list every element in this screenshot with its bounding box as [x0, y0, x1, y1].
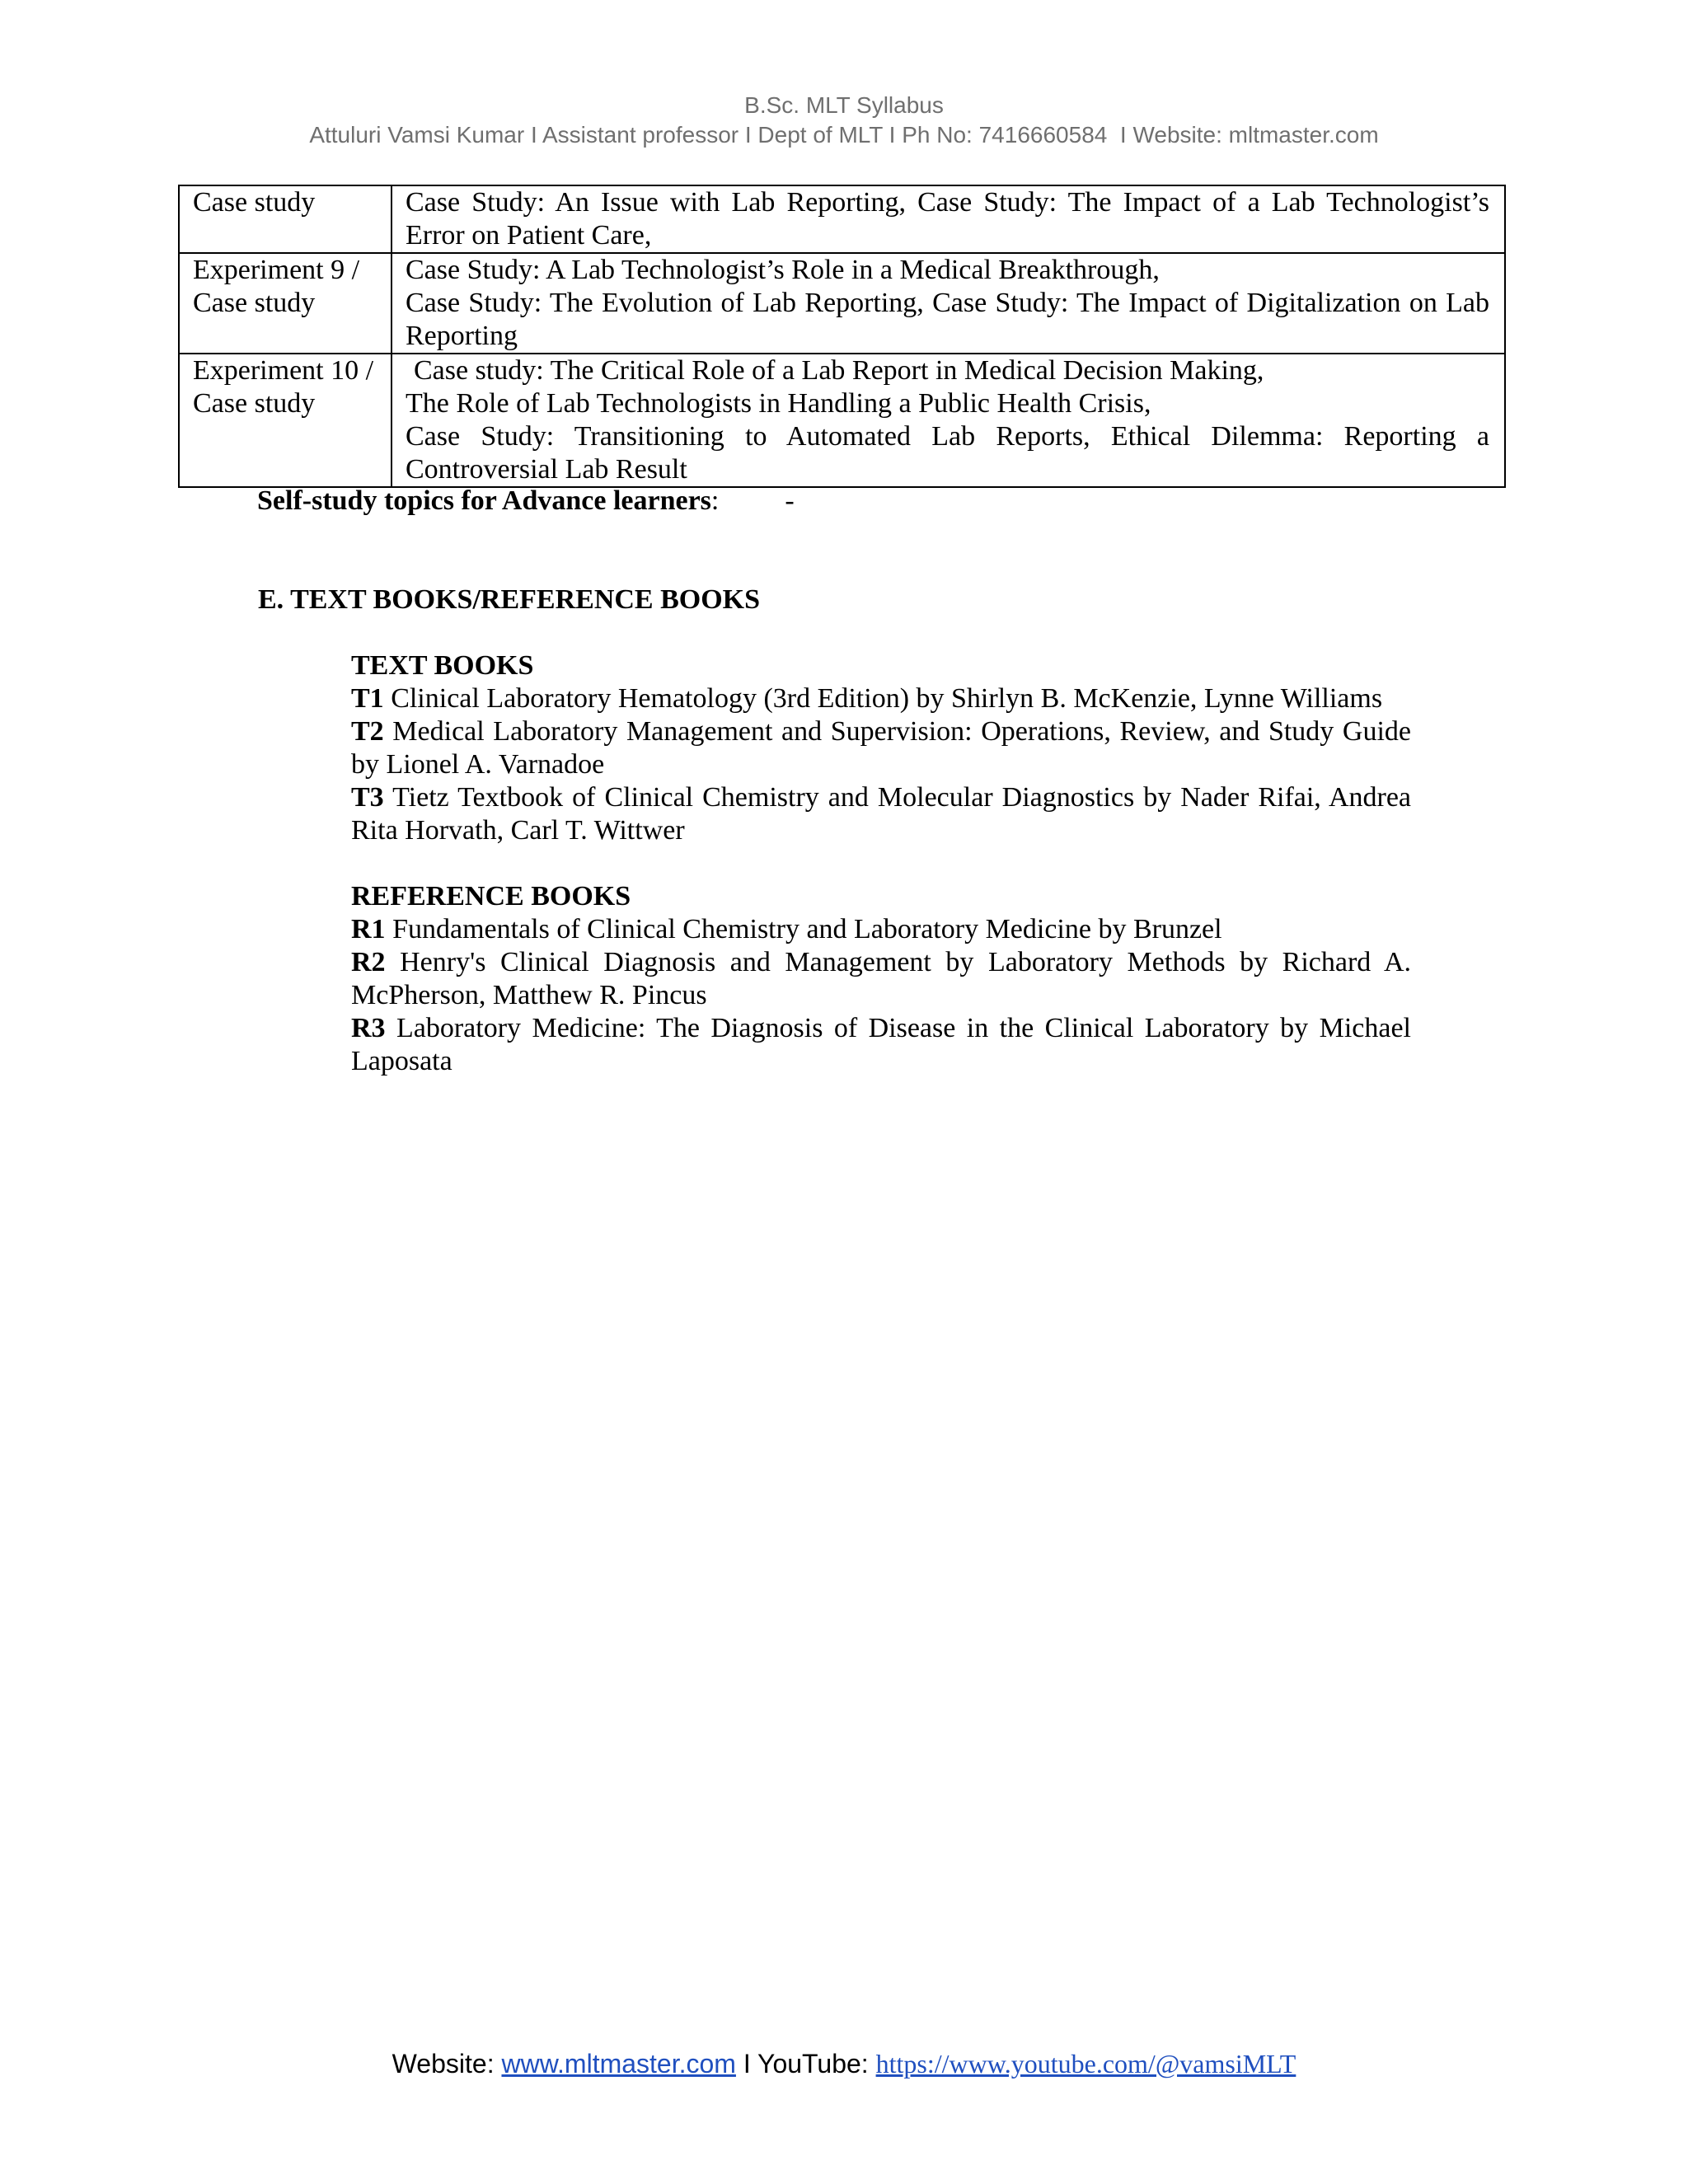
table-row: [179, 253, 1505, 354]
table-row: [179, 185, 1505, 253]
cell-text: The Role of Lab Technologists in Handling a Public Health Crisis,: [406, 388, 1151, 419]
table-row: [179, 354, 1505, 487]
book-item: [351, 913, 1411, 946]
page-header: [0, 91, 1688, 150]
text-books-heading: TEXT BOOKS: [351, 650, 534, 681]
cell-text: Experiment 10 /: [193, 355, 374, 386]
book-item: [351, 1012, 1411, 1078]
cell-text: Case study: [193, 288, 316, 318]
self-study-colon: :: [710, 485, 720, 516]
cell-text: Case study: The Critical Role of a Lab Report in Medical Decision Making,: [414, 355, 1264, 386]
book-title: Clinical Laboratory Hematology (3rd Edition) by Shirlyn B. McKenzie, Lynne Williams: [391, 683, 1383, 714]
cell-text: Case study: [193, 388, 316, 419]
page-footer: [0, 2047, 1688, 2080]
youtube-link[interactable]: https://www.youtube.com/@vamsiMLT: [875, 2049, 1296, 2079]
book-title: Tietz Textbook of Clinical Chemistry and Molecular Diagnostics by Nader Rifai, Andrea Rita Horvath, Carl T. Wittwer: [351, 782, 1412, 846]
footer-separator: I YouTube:: [735, 2049, 876, 2079]
reference-books-list: [351, 880, 1411, 1078]
book-code: T3: [351, 782, 384, 813]
table-cell-topics: [392, 253, 1505, 354]
table-cell-type: [179, 253, 392, 354]
cell-text: Case Study: The Evolution of Lab Reporting, Case Study: The Impact of Digitalization on Lab Reporting: [406, 288, 1489, 351]
book-item: [351, 715, 1411, 781]
book-code: R1: [351, 914, 386, 944]
section-title: E. TEXT BOOKS/REFERENCE BOOKS: [258, 584, 761, 615]
cell-text: Experiment 9 /: [193, 255, 360, 285]
cell-text: Case study: [193, 187, 316, 218]
header-subtitle: Attuluri Vamsi Kumar I Assistant professor I Dept of MLT I Ph No: 7416660584 I Website: mltmaster.com: [309, 122, 1379, 148]
reference-books-heading: REFERENCE BOOKS: [351, 881, 631, 912]
website-link[interactable]: www.mltmaster.com: [501, 2049, 736, 2079]
footer-website-label: Website:: [392, 2049, 502, 2079]
cell-text: Case Study: A Lab Technologist’s Role in a Medical Breakthrough,: [406, 255, 1160, 285]
text-books-list: [351, 649, 1411, 847]
header-title: B.Sc. MLT Syllabus: [744, 92, 944, 118]
cell-text: Case Study: An Issue with Lab Reporting, Case Study: The Impact of a Lab Technologist’s Error on Patient Care,: [406, 187, 1489, 251]
book-item: [351, 682, 1411, 715]
book-title: Fundamentals of Clinical Chemistry and Laboratory Medicine by Brunzel: [392, 914, 1222, 944]
book-code: T1: [351, 683, 384, 714]
book-item: [351, 946, 1411, 1012]
book-title: Henry's Clinical Diagnosis and Management by Laboratory Methods by Richard A. McPherson, Matthew R. Pincus: [351, 947, 1412, 1010]
case-study-table: [178, 185, 1506, 488]
book-code: R3: [351, 1013, 386, 1043]
self-study-label: Self-study topics for Advance learners: [257, 485, 711, 516]
book-code: R2: [351, 947, 386, 977]
cell-text: Case Study: Transitioning to Automated Lab Reports, Ethical Dilemma: Reporting a Controversial Lab Result: [406, 421, 1489, 485]
book-item: [351, 781, 1411, 847]
book-title: Medical Laboratory Management and Supervision: Operations, Review, and Study Guide by Lionel A. Varnadoe: [351, 716, 1412, 780]
self-study-value: -: [785, 485, 795, 516]
table-cell-topics: [392, 354, 1505, 487]
table-cell-topics: [392, 185, 1505, 253]
book-title: Laboratory Medicine: The Diagnosis of Disease in the Clinical Laboratory by Michael Laposata: [351, 1013, 1411, 1076]
table-cell-type: [179, 185, 392, 253]
table-cell-type: [179, 354, 392, 487]
book-code: T2: [351, 716, 384, 747]
self-study-line: [257, 485, 795, 518]
